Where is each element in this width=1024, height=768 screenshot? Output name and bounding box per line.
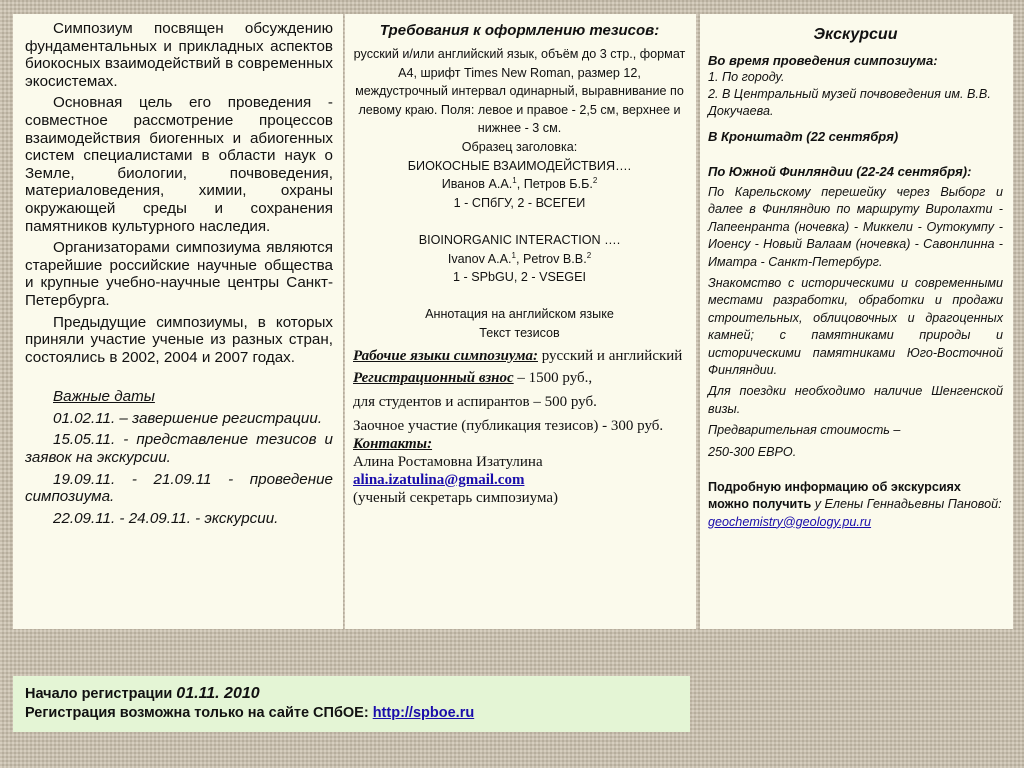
goal-paragraph: Основная цель его проведения - совместное рассмотрение процессов взаимодействия биогенных и абиогенных систем специалистами в области наук о Земле, биологии, почвоведения, материаловедения, химии, охраны окружающей среды и сохранения памятников культурного наследия. [25, 94, 333, 235]
registration-site: Регистрация возможна только на сайте СПбОЕ: http://spboe.ru [25, 705, 475, 721]
intro-paragraph: Симпозиум посвящен обсуждению фундаментальных и прикладных аспектов биокосных взаимодействий в современных экосистемах. [25, 20, 333, 90]
contact-email-link[interactable]: alina.izatulina@gmail.com [353, 471, 525, 488]
sample-en-title: BIOINORGANIC INTERACTION …. [418, 232, 621, 247]
registration-start: Начало регистрации 01.11. 2010 [25, 685, 260, 702]
sample-ru-affiliations: 1 - СПбГУ, 2 - ВСЕГЕИ [453, 195, 586, 210]
excursion-soil-museum: 2. В Центральный музей почвоведения им. В.В. Докучаева. [708, 87, 991, 118]
organizers-paragraph: Организаторами симпозиума являются старейшие российские научные общества и крупные учебно-научные центры Санкт-Петербурга. [25, 239, 333, 309]
sample-title-label: Образец заголовка: [461, 139, 578, 154]
during-symposium-label: Во время проведения симпозиума: [708, 53, 938, 68]
sample-ru-title: БИОКОСНЫЕ ВЗАИМОДЕЙСТВИЯ…. [407, 158, 632, 173]
finland-route: По Карельскому перешейку через Выборг и далее в Финляндию по маршруту Виролахти - Лапеенранта (ночевка) - Миккели - Оутокумпу - Иоенсу - Новый Валаам (ночевка) - Савонлинна - Иматра - Санкт-Петербург. [708, 185, 1003, 269]
important-dates [25, 388, 333, 527]
excursion-kronstadt: В Кронштадт (22 сентября) [708, 129, 899, 144]
excursion-city: 1. По городу. [708, 70, 785, 84]
registration-bar [13, 676, 690, 732]
sample-ru-authors: Иванов А.А.$^1$, Петров Б.Б.$^2$ [441, 175, 598, 192]
finland-description: Знакомство с историческими и современными местами разработки, обработки и продажи строительных, облицовочных и драгоценных камней; с памятниками природы и историческими памятниками Юго-Восточной Финляндии. [708, 276, 1003, 378]
date-registration-end: 01.02.11. – завершение регистрации. [53, 409, 323, 427]
intro-column [13, 14, 343, 629]
working-languages: Рабочие языки симпозиума: русский и английский [353, 347, 683, 364]
date-abstracts-submission: 15.05.11. - представление тезисов и заявок на экскурсии. [25, 431, 333, 467]
price-label: Предварительная стоимость – [708, 423, 901, 438]
student-fee: для студентов и аспирантов – 500 руб. [353, 393, 597, 410]
sample-en-affiliations: 1 - SPbGU, 2 - VSEGEI [453, 270, 586, 285]
registration-site-link[interactable]: http://spboe.ru [372, 705, 475, 721]
contact-name: Алина Ростамовна Изатулина [353, 453, 543, 470]
abstract-text-label: Текст тезисов [479, 325, 560, 340]
important-dates-title: Важные даты [53, 388, 155, 406]
date-excursions: 22.09.11. - 24.09.11. - экскурсии. [53, 509, 279, 527]
visa-note: Для поездки необходимо наличие Шенгенской визы. [708, 384, 1003, 416]
date-symposium: 19.09.11. - 21.09.11 - проведение симпозиума. [25, 470, 333, 506]
price-value: 250-300 ЕВРО. [708, 444, 797, 459]
excursion-info: Подробную информацию об экскурсиях можно получить у Елены Геннадьевны Пановой: geochemistry@geology.pu.ru [708, 479, 1002, 529]
requirements-column [345, 14, 696, 629]
excursions-column [700, 14, 1013, 629]
contact-email-row [353, 471, 686, 489]
registration-start-date: 01.11. 2010 [176, 685, 260, 702]
annotation-label: Аннотация на английском языке [425, 307, 614, 322]
excursion-email-link[interactable]: geochemistry@geology.pu.ru [708, 514, 872, 529]
contact-role: (ученый секретарь симпозиума) [353, 489, 559, 506]
contacts-label: Контакты: [353, 435, 433, 452]
requirements-text: русский и/или английский язык, объём до 3 стр., формат А4, шрифт Times New Roman, размер 12, междустрочный интервал одинарный, выравнивание по левому краю. Поля: левое и правое - 2,5 см, верхнее и нижнее - 3 см. [353, 47, 686, 136]
requirements-title: Требования к оформлению тезисов: [379, 22, 660, 39]
sample-en-authors: Ivanov A.A.$^1$, Petrov B.B.$^2$ [447, 250, 592, 266]
previous-symposia-paragraph: Предыдущие симпозиумы, в которых приняли участие ученые из разных стран, состоялись в 2002, 2004 и 2007 годах. [25, 313, 333, 366]
excursion-finland-title: По Южной Финляндии (22-24 сентября): [708, 164, 972, 179]
excursions-title: Экскурсии [813, 26, 898, 43]
remote-participation-fee: Заочное участие (публикация тезисов) - 300 руб. [353, 417, 664, 434]
registration-fee: Регистрационный взнос – 1500 руб., [353, 369, 593, 386]
